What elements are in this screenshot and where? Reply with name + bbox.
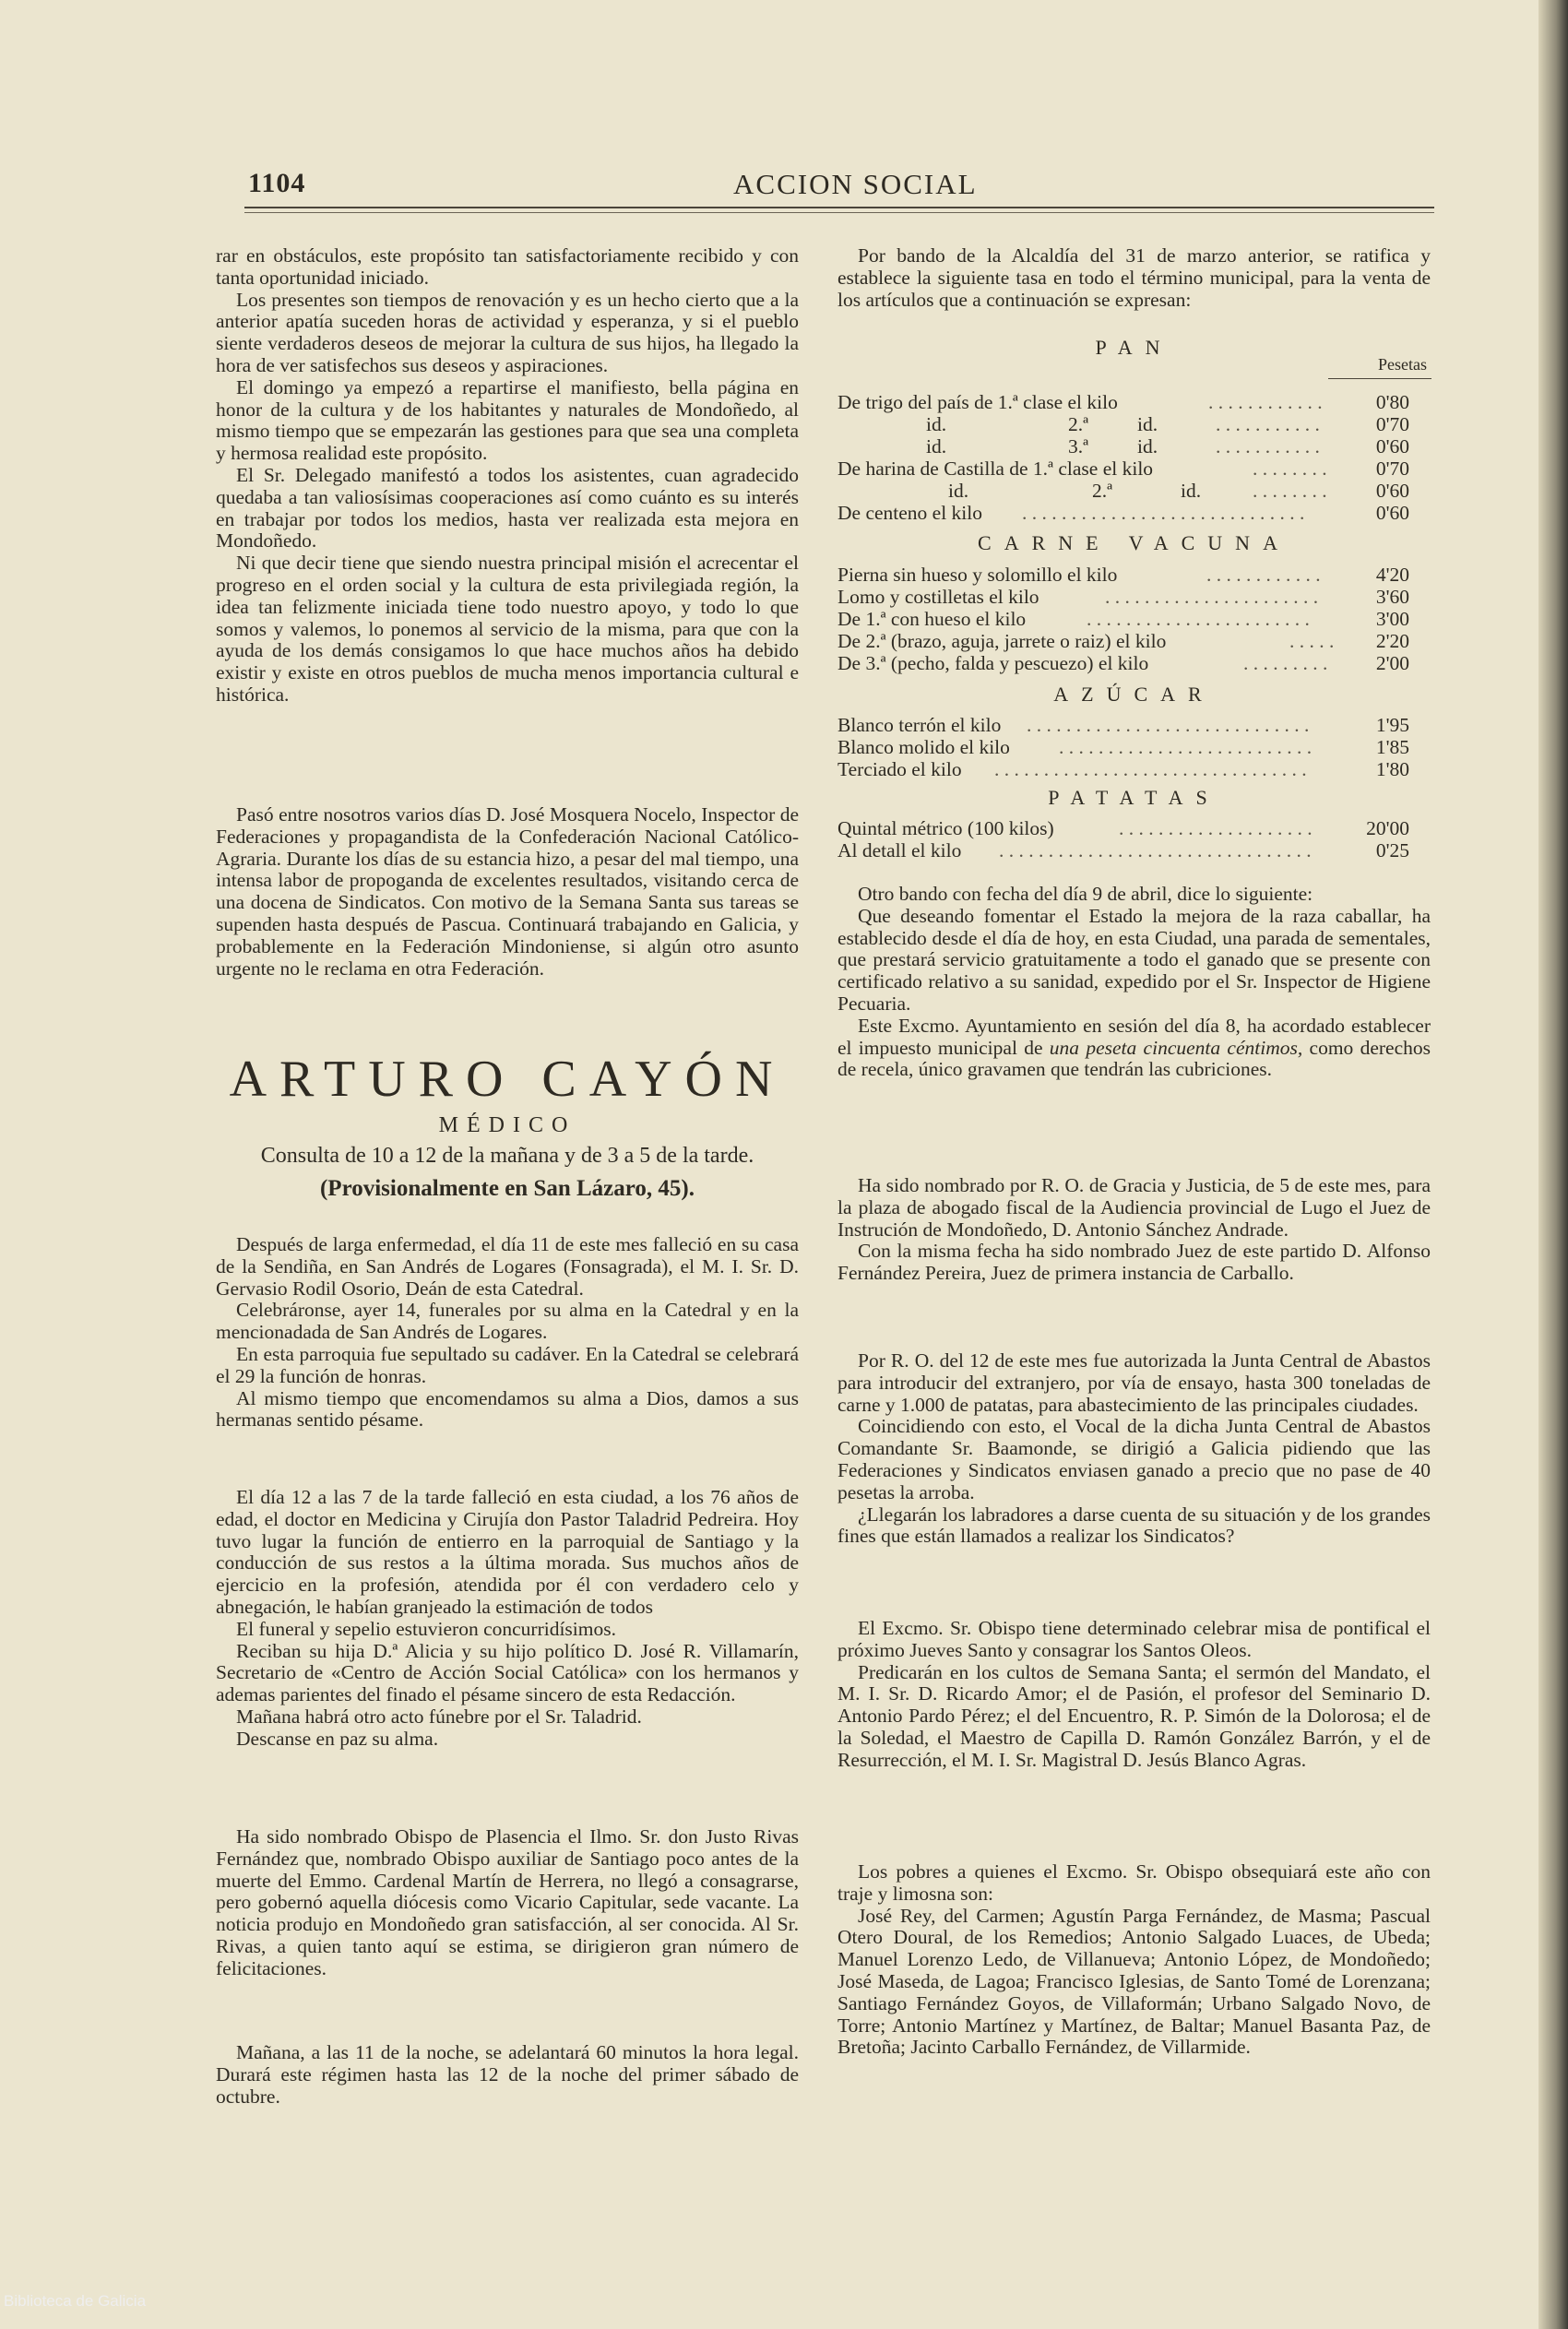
page-header — [244, 166, 1434, 203]
page-number: 1104 — [248, 168, 306, 198]
paragraph: El funeral y sepelio estuvieron concurridísimos. — [236, 1617, 616, 1640]
pesetas-rule — [1328, 378, 1431, 379]
price-value: 1'85 — [1375, 736, 1409, 758]
paragraph: Este Excmo. Ayuntamiento en sesión del día 8, ha acordado establecer el impuesto municipal de una peseta cincuenta céntimos, como derechos de recela, único gravamen que tendrán las cubriciones. — [837, 1014, 1431, 1081]
price-value: 1'80 — [1375, 758, 1409, 780]
paragraph: El Excmo. Sr. Obispo tiene determinado celebrar misa de pontifical el próximo Jueves Santo y consagrar los Santos Oleos. — [837, 1617, 1431, 1661]
price-value: 4'20 — [1375, 564, 1409, 586]
price-row: De 2.ª (brazo, aguja, jarrete o raiz) el kilo . . . . . 2'20 — [837, 630, 1409, 652]
price-value: 2'20 — [1375, 630, 1409, 652]
price-value: 3'60 — [1375, 586, 1409, 608]
article-stallions-notice — [837, 884, 1431, 1081]
scan-edge — [1538, 0, 1568, 2329]
article-library-project — [216, 245, 799, 707]
article-poor-list — [837, 1861, 1431, 2059]
paragraph: El día 12 a las 7 de la tarde falleció en esta ciudad, a los 76 años de edad, el doctor en Medicina y Cirujía don Pastor Taladrid Pedreira. Hoy tuvo lugar la función de entierro en la parroquial de Santiago y la conducción de sus restos a la última morada. Sus muchos años de ejercicio en la profesión, atendida por él con verdadero celo y abnegación, le habían granjeado la estimación de todos — [216, 1486, 799, 1618]
article-supply-board — [837, 1350, 1431, 1548]
section-heading-carne: CARNE VACUNA — [978, 531, 1290, 554]
paragraph: Ha sido nombrado Obispo de Plasencia el Ilmo. Sr. don Justo Rivas Fernández que, nombrado Obispo auxiliar de Santiago poco antes de la muerte del Emmo. Cardenal Martín de Herrera, no llegó a consagrarse, pero gobernó aquella diócesis como Vicario Capitular, sede vacante. La noticia produjo en Mondoñedo gran satisfacción, al ser conocida. Al Sr. Rivas, a quien tanto aquí se estima, se dirigieron gran número de felicitaciones. — [216, 1825, 799, 1979]
price-row: Pierna sin hueso y solomillo el kilo . . . . . . . . . . . . 4'20 — [837, 564, 1409, 586]
paragraph: Ha sido nombrado por R. O. de Gracia y Justicia, de 5 de este mes, para la plaza de abogado fiscal de la Audiencia provincial de Lugo el Juez de Instrución de Mondoñedo, D. Antonio Sánchez Andrade. — [837, 1174, 1431, 1241]
ad-consulting-hours: Consulta de 10 a 12 de la mañana y de 3 a 5 de la tarde. — [260, 1144, 754, 1168]
paragraph: Otro bando con fecha del día 9 de abril, dice lo siguiente: — [858, 883, 1313, 905]
paragraph: Ni que decir tiene que siendo nuestra principal misión el acrecentar el progreso en el orden social y la cultura de esta privilegiada región, la idea tan felizmente iniciada tiene todo nuestro apoyo, y todo lo que somos y valemos, lo ponemos al servicio de la misma, para que con la ayuda de los demás consigamos lo que hace muchos años ha debido existir y existe en otros pueblos de mucha menos importancia cultural e histórica. — [216, 552, 799, 706]
price-row: De harina de Castilla de 1.ª clase el kilo . . . . . . . . 0'70 — [837, 457, 1409, 480]
article-holy-week — [837, 1618, 1431, 1772]
article-dean-death — [216, 1234, 799, 1432]
price-value: 0'25 — [1375, 839, 1409, 861]
paragraph: Que deseando fomentar el Estado la mejora de la raza caballar, ha establecido desde el día de hoy, en esta Ciudad, una parada de sementales, que prestará servicio gratuitamente a todo el ganado que se presente con certificado relativo a su sanidad, expedido por el Sr. Inspector de Higiene Pecuaria. — [837, 904, 1431, 1015]
ad-doctor-role: MÉDICO — [438, 1113, 576, 1137]
price-value: 0'80 — [1375, 391, 1409, 413]
price-row: Al detall el kilo . . . . . . . . . . . . . . . . . . . . . . . . . . . . . . . . 0'25 — [837, 839, 1409, 861]
paragraph: Celebráronse, ayer 14, funerales por su alma en la Catedral y en la mencionadada de San Andrés de Logares. — [216, 1299, 799, 1344]
paragraph: El Sr. Delegado manifestó a todos los asistentes, cuan agradecido quedaba a tan valiosísimas cooperaciones así como cuánto es su interés en trabajar por todos los medios, hasta ver realizada esta mejora en Mondoñedo. — [216, 463, 799, 553]
price-row: Lomo y costilletas el kilo . . . . . . . . . . . . . . . . . . . . . . 3'60 — [837, 586, 1409, 608]
price-row: Blanco terrón el kilo . . . . . . . . . . . . . . . . . . . . . . . . . . . . . 1'95 — [837, 714, 1409, 736]
price-row: De 1.ª con hueso el kilo . . . . . . . . . . . . . . . . . . . . . . . 3'00 — [837, 608, 1409, 630]
paragraph: Reciban su hija D.ª Alicia y su hijo político D. José R. Villamarín, Secretario de «Centro de Acción Social Católica» con los hermanos y ademas parientes del finado el pésame sincero de esta Redacción. — [216, 1639, 799, 1706]
price-row: id. 2.ª id. . . . . . . . . 0'60 — [948, 480, 1409, 502]
paragraph: Los pobres a quienes el Excmo. Sr. Obispo obsequiará este año con traje y limosna son: — [837, 1860, 1431, 1905]
paragraph: Coincidiendo con esto, el Vocal de la dicha Junta Central de Abastos Comandante Sr. Baamonde, se dirigió a Galicia pidiendo que las Federaciones y Sindicatos enviasen ganado a precio que no pase de 40 pesetas la arroba. — [837, 1415, 1431, 1503]
price-notice-intro — [837, 245, 1431, 311]
paragraph: Al mismo tiempo que encomendamos su alma a Dios, damos a sus hermanas sentido pésame. — [216, 1386, 799, 1432]
price-value: 0'70 — [1375, 413, 1409, 435]
price-value: 1'95 — [1375, 714, 1409, 736]
paragraph: Los presentes son tiempos de renovación y es un hecho cierto que a la anterior apatía suceden horas de actividad y esperanza, y si el pueblo siente verdaderos deseos de mejorar la cultura de sus hijos, ha llegado la hora de ver satisfechos sus deseos y aspiraciones. — [216, 288, 799, 376]
header-rule-thin — [244, 212, 1434, 213]
price-row: Terciado el kilo . . . . . . . . . . . . . . . . . . . . . . . . . . . . . . . . 1'80 — [837, 758, 1409, 780]
paragraph: José Rey, del Carmen; Agustín Parga Fernández, de Masma; Pascual Otero Doural, de los Remedios; Antonio Salgado Luaces, de Ubeda; Manuel Lorenzo Ledo, de Villanueva; Antonio López, de Mondoñedo; José Maseda, de Lagoa; Francisco Iglesias, de Santo Tomé de Lorenzana; Santiago Fernández Goyos, de Villaformán; Urbano Salgado Novo, de Torre; Antonio Martínez y Martínez, de Baltar; Manuel Basanta Paz, de Bretoña; Jacinto Carballo Fernández, de Villarmide. — [837, 1904, 1431, 2059]
paragraph: Por bando de la Alcaldía del 31 de marzo anterior, se ratifica y establece la siguiente tasa en todo el término municipal, para la venta de los artículos que a continuación se expresan: — [837, 244, 1431, 311]
price-row: Quintal métrico (100 kilos) . . . . . . . . . . . . . . . . . . . . 20'00 — [837, 817, 1409, 839]
ad-address: (Provisionalmente en San Lázaro, 45). — [319, 1176, 695, 1201]
price-value: 20'00 — [1366, 817, 1409, 839]
price-value: 0'60 — [1375, 502, 1409, 524]
paragraph: Predicarán en los cultos de Semana Santa; el sermón del Mandato, el M. I. Sr. D. Ricardo Amor; el de Pasión, el profesor del Seminario D. Antonio Pardo Pérez; el del Encuentro, R. P. Simón de la Dolorosa; el de la Soledad, el Maestro de Capilla D. Ramón González Barrón, y el de Resurrección, el M. I. Sr. Magistral D. Jesús Blanco Agras. — [837, 1660, 1431, 1771]
price-row: De trigo del país de 1.ª clase el kilo . . . . . . . . . . . . 0'80 — [837, 391, 1409, 413]
pesetas-column-header: Pesetas — [1378, 355, 1427, 374]
section-heading-azucar: AZÚCAR — [1053, 683, 1215, 706]
price-row: De 3.ª (pecho, falda y pescuezo) el kilo . . . . . . . . . 2'00 — [837, 652, 1409, 674]
paragraph: ¿Llegarán los labradores a darse cuenta de su situación y de los grandes fines que están llamados a realizar los Sindicatos? — [837, 1503, 1431, 1548]
publication-title: ACCION SOCIAL — [733, 168, 978, 200]
article-bishop-appointment — [216, 1826, 799, 1980]
article-judicial-appointments — [837, 1175, 1431, 1285]
article-doctor-death — [216, 1487, 799, 1751]
paragraph: Después de larga enfermedad, el día 11 de este mes falleció en su casa de la Sendiña, en San Andrés de Logares (Fonsagrada), el M. I. Sr. D. Gervasio Rodil Osorio, Deán de esta Catedral. — [216, 1233, 799, 1300]
price-row: De centeno el kilo . . . . . . . . . . . . . . . . . . . . . . . . . . . . . 0'60 — [837, 502, 1409, 524]
paragraph: Por R. O. del 12 de este mes fue autorizada la Junta Central de Abastos para introducir del extranjero, por vía de ensayo, hasta 300 toneladas de carne y 1.000 de patatas, para abastecimiento de las principales ciudades. — [837, 1349, 1431, 1416]
price-row: Blanco molido el kilo . . . . . . . . . . . . . . . . . . . . . . . . . . 1'85 — [837, 736, 1409, 758]
price-row: id. 3.ª id. . . . . . . . . . . . 0'60 — [926, 435, 1409, 457]
header-rule — [244, 207, 1434, 208]
paragraph: Mañana habrá otro acto fúnebre por el Sr. Taladrid. — [236, 1705, 642, 1728]
paragraph: El domingo ya empezó a repartirse el manifiesto, bella página en honor de la cultura y de los habitantes y naturales de Mondoñedo, al mismo tiempo que se empezarán las gestiones para que sea una completa y hermosa realidad este propósito. — [216, 375, 799, 465]
paragraph: Descanse en paz su alma. — [236, 1727, 439, 1750]
paragraph: Con la misma fecha ha sido nombrado Juez de este partido D. Alfonso Fernández Pereira, Juez de primera instancia de Carballo. — [837, 1240, 1431, 1285]
price-value: 0'70 — [1375, 457, 1409, 480]
article-time-change — [216, 2042, 799, 2108]
paragraph: rar en obstáculos, este propósito tan satisfactoriamente recibido y con tanta oportunidad iniciado. — [216, 244, 799, 289]
article-inspector-visit — [216, 804, 799, 980]
emphasis-amount: una peseta cincuenta céntimos, — [1049, 1036, 1303, 1059]
price-value: 0'60 — [1375, 435, 1409, 457]
price-value: 0'60 — [1375, 480, 1409, 502]
paragraph: Mañana, a las 11 de la noche, se adelantará 60 minutos la hora legal. Durará este régimen hasta las 12 de la noche del primer sábado de octubre. — [216, 2041, 799, 2108]
paragraph: En esta parroquia fue sepultado su cadáver. En la Catedral se celebrará el 29 la función de honras. — [216, 1342, 799, 1387]
price-value: 3'00 — [1375, 608, 1409, 630]
section-heading-pan: PAN — [1095, 336, 1173, 359]
paragraph: Pasó entre nosotros varios días D. José Mosquera Nocelo, Inspector de Federaciones y propagandista de la Confederación Nacional Católico-Agraria. Durante los días de su estancia hizo, a pesar del mal tiempo, una intensa labor de propoganda de excelentes resultados, visitando cerca de una docena de Sindicatos. Con motivo de la Semana Santa sus tareas se supenden hasta después de Pascua. Continuará trabajando en Galicia, y probablemente en la Federación Mindoniense, si algún otro asunto urgente no le reclama en otra Federación. — [216, 803, 799, 980]
section-heading-patatas: PATATAS — [1048, 786, 1220, 809]
price-value: 2'00 — [1375, 652, 1409, 674]
library-watermark: Biblioteca de Galicia — [4, 2292, 147, 2310]
ad-doctor-name: ARTURO CAYÓN — [229, 1051, 786, 1108]
price-row: id. 2.ª id. . . . . . . . . . . . 0'70 — [926, 413, 1409, 435]
